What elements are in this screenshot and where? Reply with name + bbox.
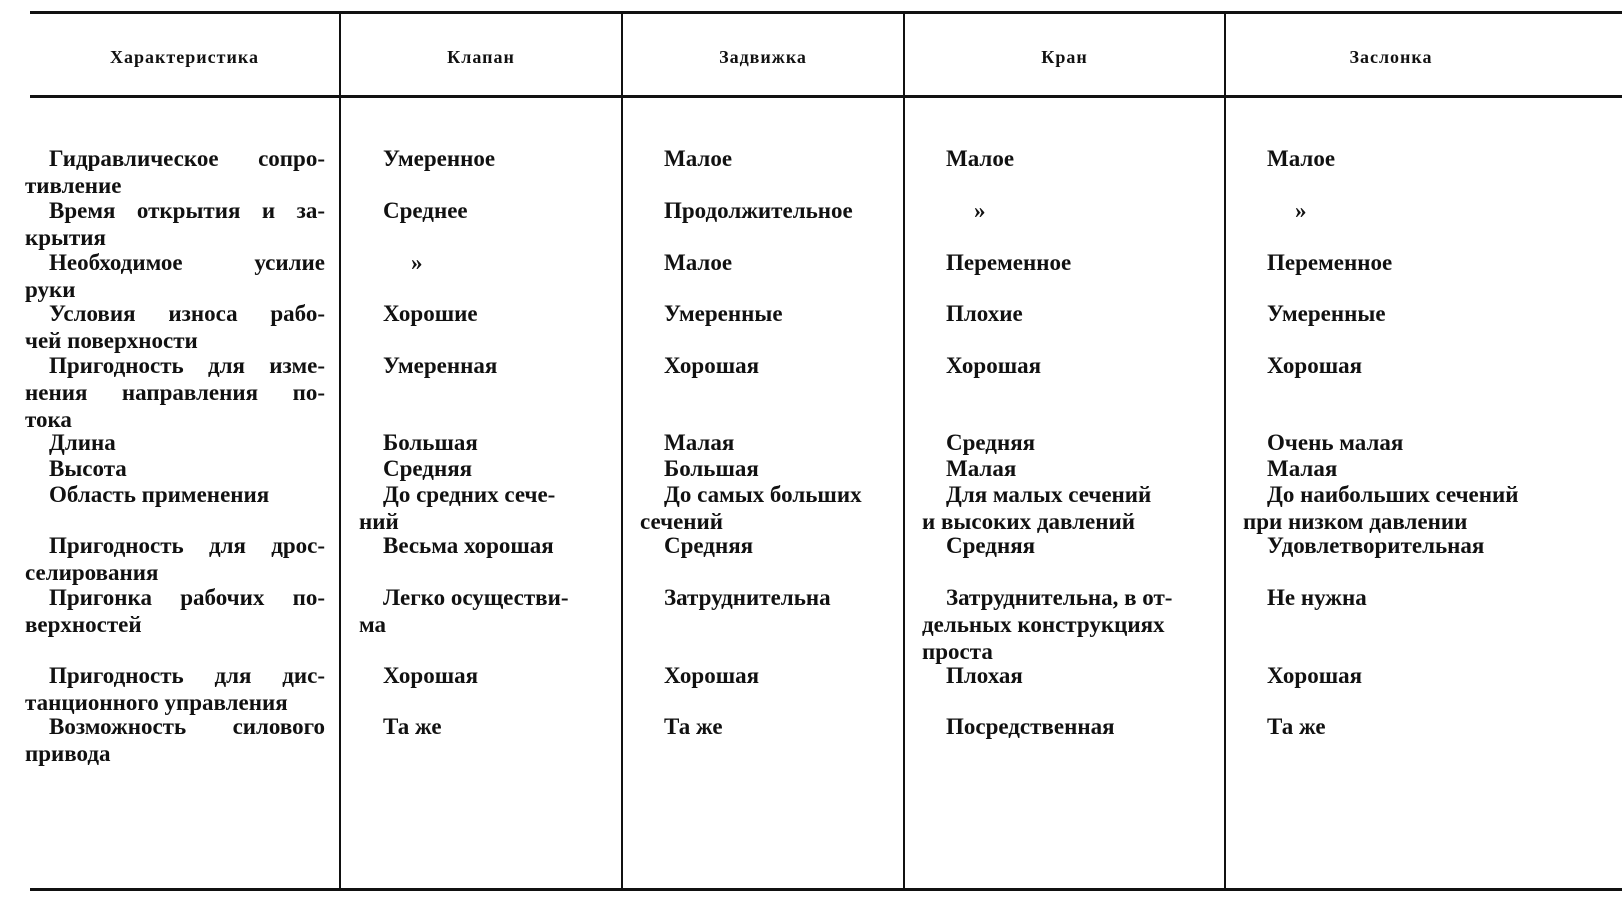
cell-cock [922, 481, 1210, 535]
cell-characteristic [25, 197, 325, 251]
cell-characteristic [25, 300, 325, 354]
cell-line: Для малых сечений [946, 482, 1152, 507]
header-damper: Заслонка [1349, 47, 1433, 67]
table-header-rule [30, 95, 1622, 98]
cell-damper [1243, 352, 1555, 379]
cell-line: Хорошая [664, 353, 760, 378]
cell-line: Та же [1267, 714, 1326, 739]
cell-line: Хорошая [1267, 663, 1363, 688]
cell-line: » [974, 198, 986, 223]
cell-valve [359, 352, 607, 379]
cell-damper [1243, 455, 1555, 482]
cell-cock [922, 197, 1210, 224]
cell-cock [922, 584, 1210, 665]
cell-line: Малое [946, 146, 1015, 171]
header-characteristic: Характеристика [110, 47, 259, 67]
cell-damper [1243, 197, 1555, 224]
cell-line: Хорошие [383, 301, 478, 326]
column-divider-4 [1224, 14, 1226, 888]
cell-gate [640, 532, 890, 559]
cell-cock [922, 455, 1210, 482]
cell-line: ма [359, 612, 387, 637]
cell-damper [1243, 249, 1555, 276]
cell-cock [922, 352, 1210, 379]
cell-gate [640, 352, 890, 379]
cell-line: Та же [664, 714, 723, 739]
column-divider-2 [621, 14, 623, 888]
cell-valve [359, 249, 607, 276]
cell-valve [359, 481, 607, 535]
cell-line: проста [922, 639, 993, 664]
cell-line: Легко осуществи- [383, 585, 569, 610]
cell-line: Большая [383, 430, 478, 455]
cell-line: руки [25, 277, 76, 302]
cell-damper [1243, 713, 1555, 740]
column-divider-1 [339, 14, 341, 888]
cell-line: Хорошая [383, 663, 479, 688]
cell-line: До самых больших [664, 482, 862, 507]
cell-line: Весьма хорошая [383, 533, 554, 558]
cell-line: Средняя [664, 533, 754, 558]
cell-line: танционного управления [25, 690, 288, 715]
cell-gate [640, 455, 890, 482]
cell-cock [922, 429, 1210, 456]
cell-line: Пригодность для дис- [49, 663, 325, 688]
cell-line: Хорошая [946, 353, 1042, 378]
cell-line: тивление [25, 173, 122, 198]
cell-line: Пригодность для изме- [49, 353, 325, 378]
cell-line: Плохие [946, 301, 1023, 326]
cell-gate [640, 481, 890, 535]
cell-characteristic [25, 455, 325, 482]
cell-gate [640, 429, 890, 456]
cell-line: Малая [946, 456, 1017, 481]
cell-line: Среднее [383, 198, 468, 223]
cell-line: Возможность силового [49, 714, 325, 739]
cell-line: Малое [1267, 146, 1336, 171]
cell-valve [359, 532, 607, 559]
cell-line: тока [25, 407, 72, 432]
cell-line: Затруднительна, в от- [946, 585, 1173, 610]
cell-valve [359, 584, 607, 638]
cell-line: Время открытия и за- [49, 198, 325, 223]
cell-line: Малая [664, 430, 735, 455]
cell-line: Не нужна [1267, 585, 1367, 610]
cell-damper [1243, 481, 1555, 535]
cell-line: Пригонка рабочих по- [49, 585, 325, 610]
cell-line: Умеренное [383, 146, 496, 171]
cell-line: верхностей [25, 612, 142, 637]
header-cock: Кран [1041, 47, 1088, 67]
cell-line: До средних сече- [383, 482, 556, 507]
cell-damper [1243, 145, 1555, 172]
cell-line: Хорошая [664, 663, 760, 688]
cell-damper [1243, 584, 1555, 611]
cell-line: Высота [49, 456, 127, 481]
cell-line: Средняя [946, 430, 1036, 455]
cell-line: Средняя [383, 456, 473, 481]
cell-line: ний [359, 509, 399, 534]
cell-line: сечений [640, 509, 724, 534]
cell-gate [640, 713, 890, 740]
cell-characteristic [25, 352, 325, 433]
cell-cock [922, 662, 1210, 689]
cell-line: » [411, 250, 423, 275]
cell-line: при низком давлении [1243, 509, 1468, 534]
cell-line: Переменное [946, 250, 1072, 275]
cell-gate [640, 584, 890, 611]
header-valve: Клапан [447, 47, 515, 67]
cell-line: привода [25, 741, 111, 766]
cell-valve [359, 713, 607, 740]
cell-line: дельных конструкциях [922, 612, 1165, 637]
cell-valve [359, 429, 607, 456]
cell-cock [922, 713, 1210, 740]
cell-characteristic [25, 429, 325, 456]
cell-line: Затруднительна [664, 585, 831, 610]
cell-line: Условия износа рабо- [49, 301, 325, 326]
table-top-rule [30, 11, 1622, 14]
cell-valve [359, 145, 607, 172]
cell-line: Очень малая [1267, 430, 1404, 455]
cell-line: Хорошая [1267, 353, 1363, 378]
cell-valve [359, 300, 607, 327]
cell-line: чей поверхности [25, 328, 198, 353]
cell-line: Малое [664, 250, 733, 275]
cell-line: Продолжительное [664, 198, 853, 223]
cell-valve [359, 662, 607, 689]
cell-characteristic [25, 713, 325, 767]
table-bottom-rule [30, 888, 1622, 891]
cell-gate [640, 300, 890, 327]
cell-cock [922, 249, 1210, 276]
cell-gate [640, 145, 890, 172]
header-gate: Задвижка [719, 47, 807, 67]
cell-line: Необходимое усилие [49, 250, 325, 275]
cell-gate [640, 197, 890, 224]
cell-damper [1243, 662, 1555, 689]
cell-line: Малая [1267, 456, 1338, 481]
cell-characteristic [25, 662, 325, 716]
cell-damper [1243, 429, 1555, 456]
cell-line: Та же [383, 714, 442, 739]
cell-damper [1243, 300, 1555, 327]
cell-line: Гидравлическое сопро- [49, 146, 325, 171]
cell-damper [1243, 532, 1555, 559]
cell-line: крытия [25, 225, 106, 250]
cell-valve [359, 455, 607, 482]
cell-line: Малое [664, 146, 733, 171]
cell-characteristic [25, 249, 325, 303]
cell-line: Умеренная [383, 353, 498, 378]
cell-line: Умеренные [664, 301, 783, 326]
cell-line: Умеренные [1267, 301, 1386, 326]
cell-line: До наибольших сечений [1267, 482, 1519, 507]
cell-valve [359, 197, 607, 224]
cell-line: нения направления по- [25, 380, 325, 405]
cell-cock [922, 532, 1210, 559]
cell-cock [922, 300, 1210, 327]
cell-line: Удовлетворительная [1267, 533, 1485, 558]
cell-gate [640, 662, 890, 689]
cell-line: Пригодность для дрос- [49, 533, 325, 558]
cell-line: Посредственная [946, 714, 1115, 739]
cell-characteristic [25, 145, 325, 199]
cell-line: и высоких давлений [922, 509, 1135, 534]
cell-cock [922, 145, 1210, 172]
cell-characteristic [25, 481, 325, 508]
column-divider-3 [903, 14, 905, 888]
cell-line: Большая [664, 456, 759, 481]
cell-gate [640, 249, 890, 276]
cell-line: Средняя [946, 533, 1036, 558]
cell-line: селирования [25, 560, 159, 585]
cell-characteristic [25, 532, 325, 586]
cell-line: » [1295, 198, 1307, 223]
cell-line: Переменное [1267, 250, 1393, 275]
cell-line: Длина [49, 430, 116, 455]
cell-characteristic [25, 584, 325, 638]
cell-line: Область применения [49, 482, 270, 507]
cell-line: Плохая [946, 663, 1023, 688]
